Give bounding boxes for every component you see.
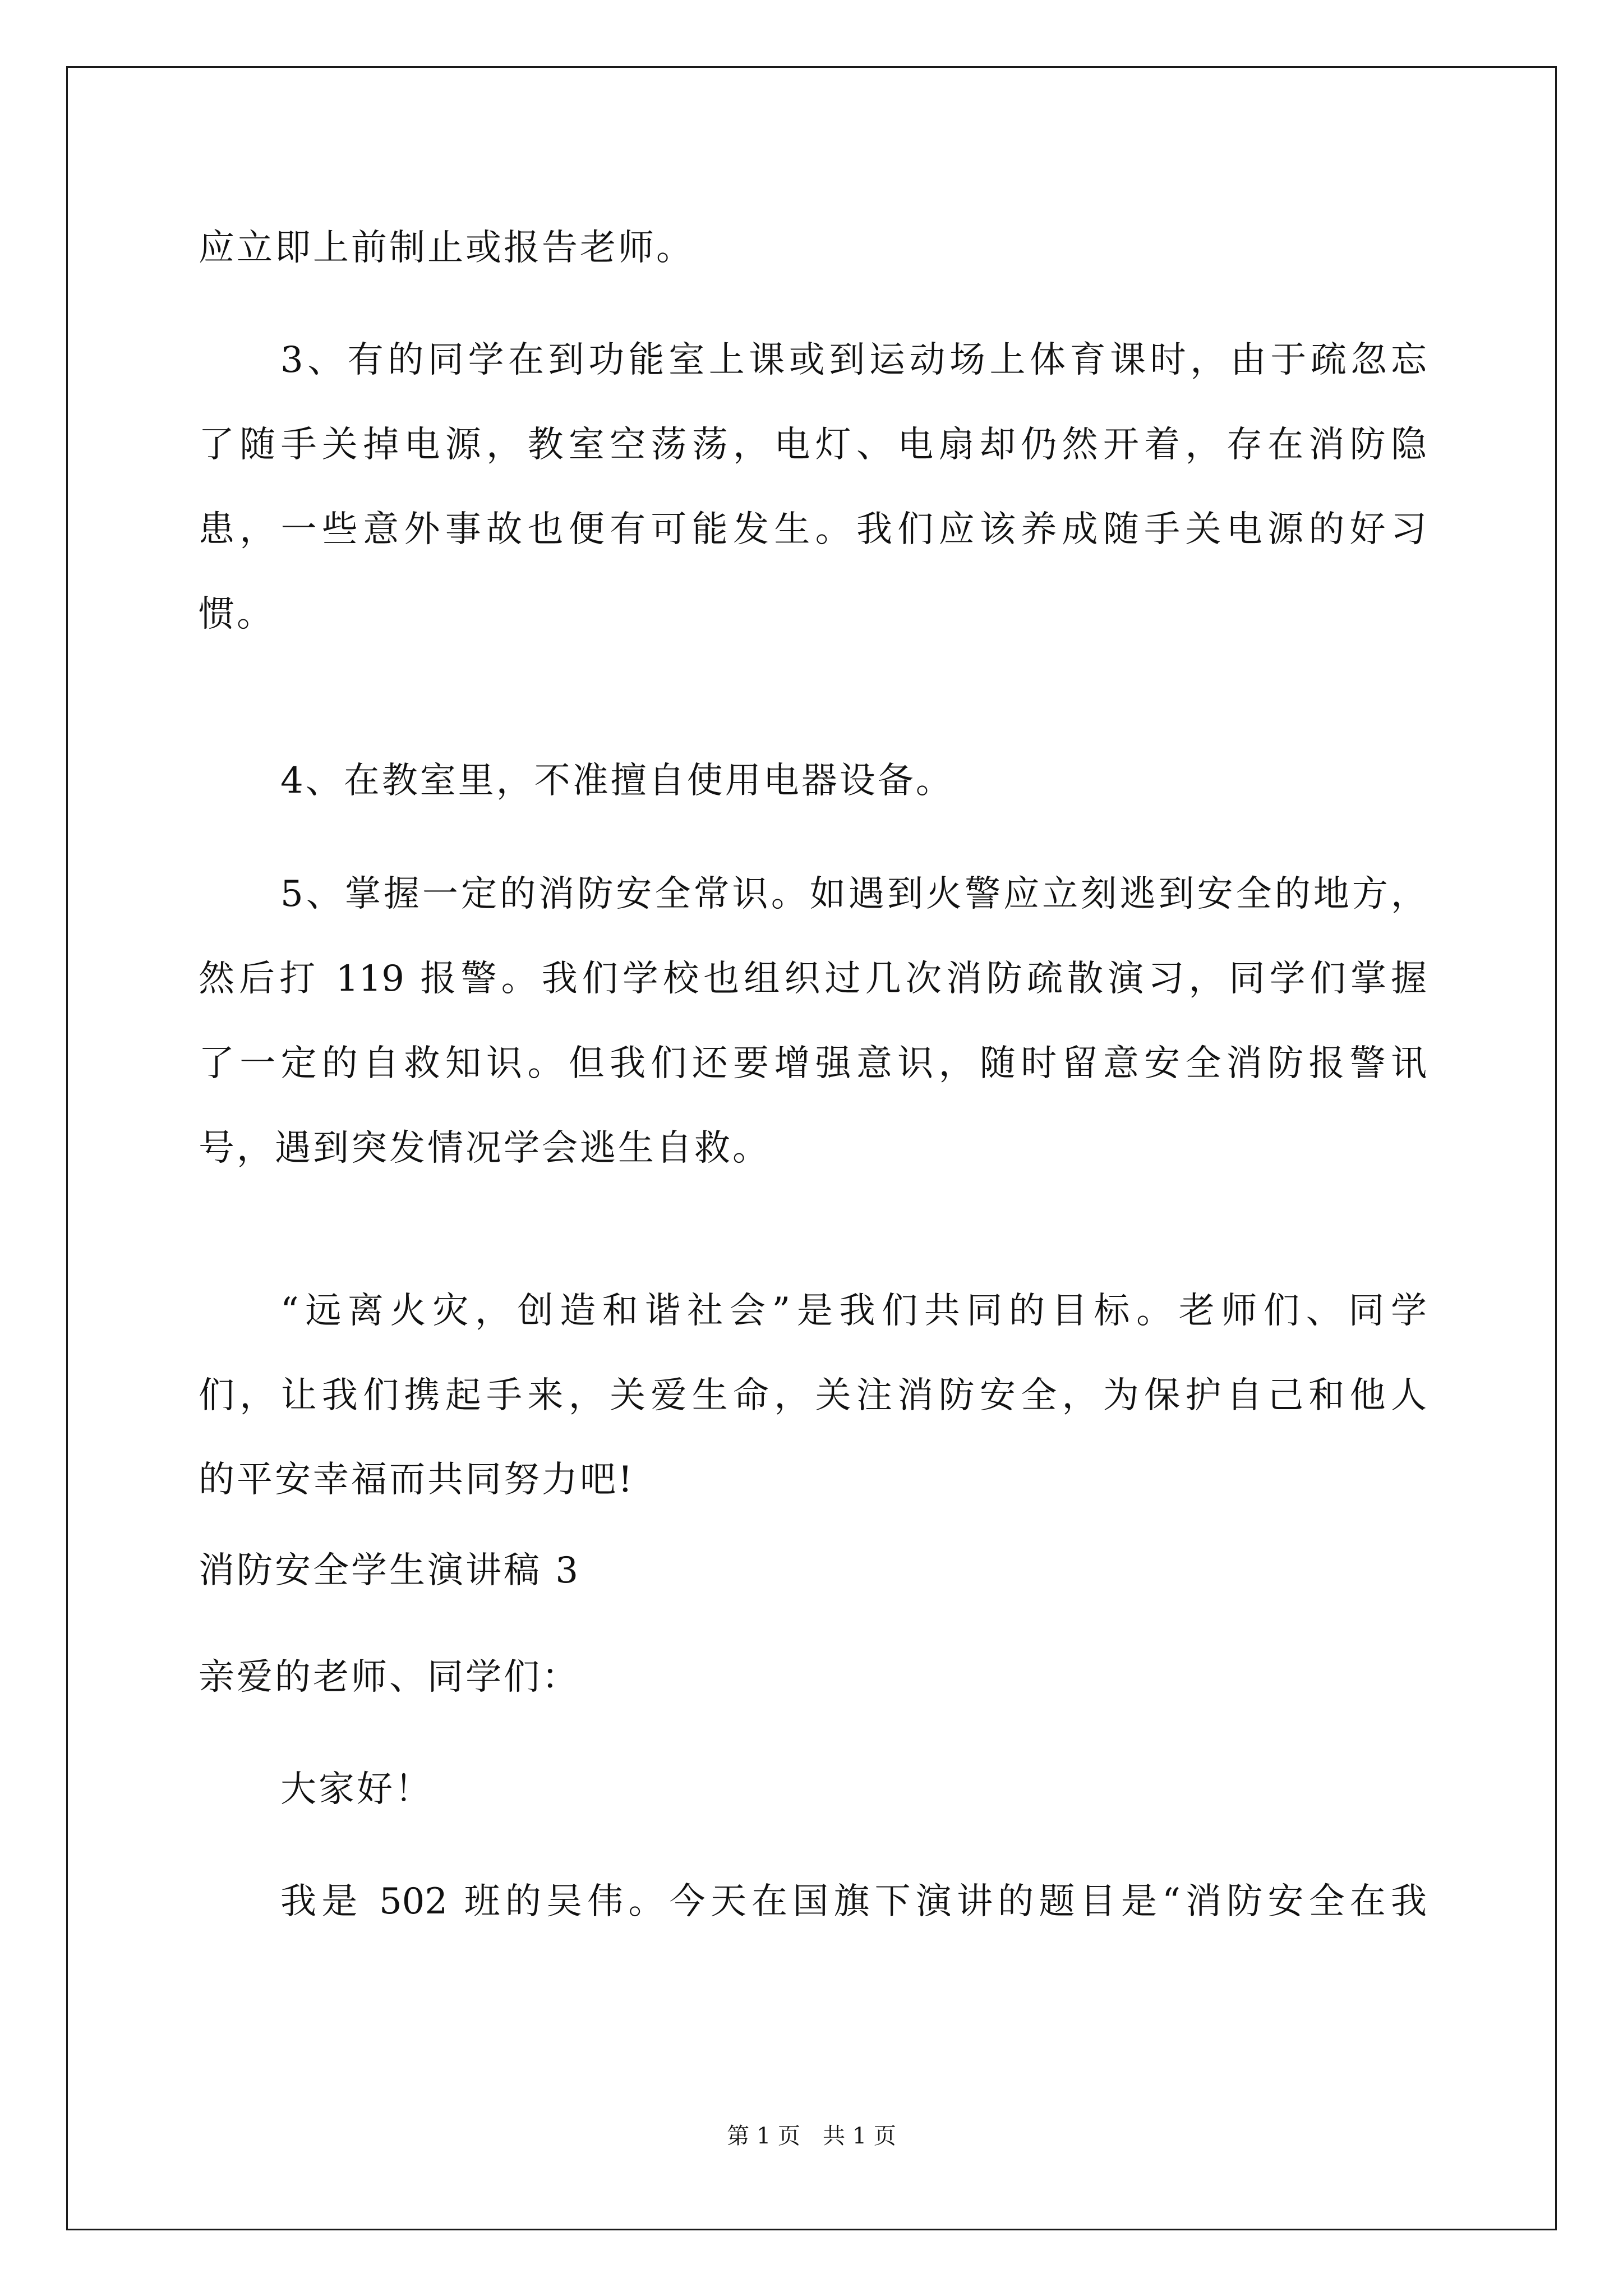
text-line: 患，一些意外事故也便有可能发生。我们应该养成随手关电源的好习 — [199, 509, 1427, 550]
text-line: 们，让我们携起手来，关爱生命，关注消防安全，为保护自己和他人 — [199, 1375, 1427, 1416]
text-line: 应立即上前制止或报告老师。 — [199, 227, 694, 269]
text-line: 的平安幸福而共同努力吧! — [199, 1459, 635, 1501]
text-line: 3、有的同学在到功能室上课或到运动场上体育课时，由于疏忽忘 — [280, 339, 1427, 381]
text-line: 然后打 119 报警。我们学校也组织过几次消防疏散演习，同学们掌握 — [199, 958, 1427, 1000]
text-line: 我是 502 班的吴伟。今天在国旗下演讲的题目是“消防安全在我 — [280, 1881, 1427, 1922]
section-title: 消防安全学生演讲稿 3 — [199, 1550, 581, 1591]
greeting: 大家好！ — [280, 1769, 433, 1810]
text-line: 了一定的自救知识。但我们还要增强意识，随时留意安全消防报警讯 — [199, 1043, 1427, 1084]
text-line: “远离火灾，创造和谐社会”是我们共同的目标。老师们、同学 — [280, 1290, 1427, 1332]
page-footer: 第 1 页 共 1 页 — [727, 2123, 896, 2149]
text-line: 号，遇到突发情况学会逃生自救。 — [199, 1128, 771, 1169]
salutation: 亲爱的老师、同学们： — [199, 1657, 580, 1698]
text-line: 惯。 — [199, 593, 275, 635]
text-line: 5、掌握一定的消防安全常识。如遇到火警应立刻逃到安全的地方， — [280, 873, 1427, 915]
text-line: 了随手关掉电源，教室空荡荡，电灯、电扇却仍然开着，存在消防隐 — [199, 424, 1427, 466]
text-line: 4、在教室里，不准擅自使用电器设备。 — [280, 760, 954, 802]
